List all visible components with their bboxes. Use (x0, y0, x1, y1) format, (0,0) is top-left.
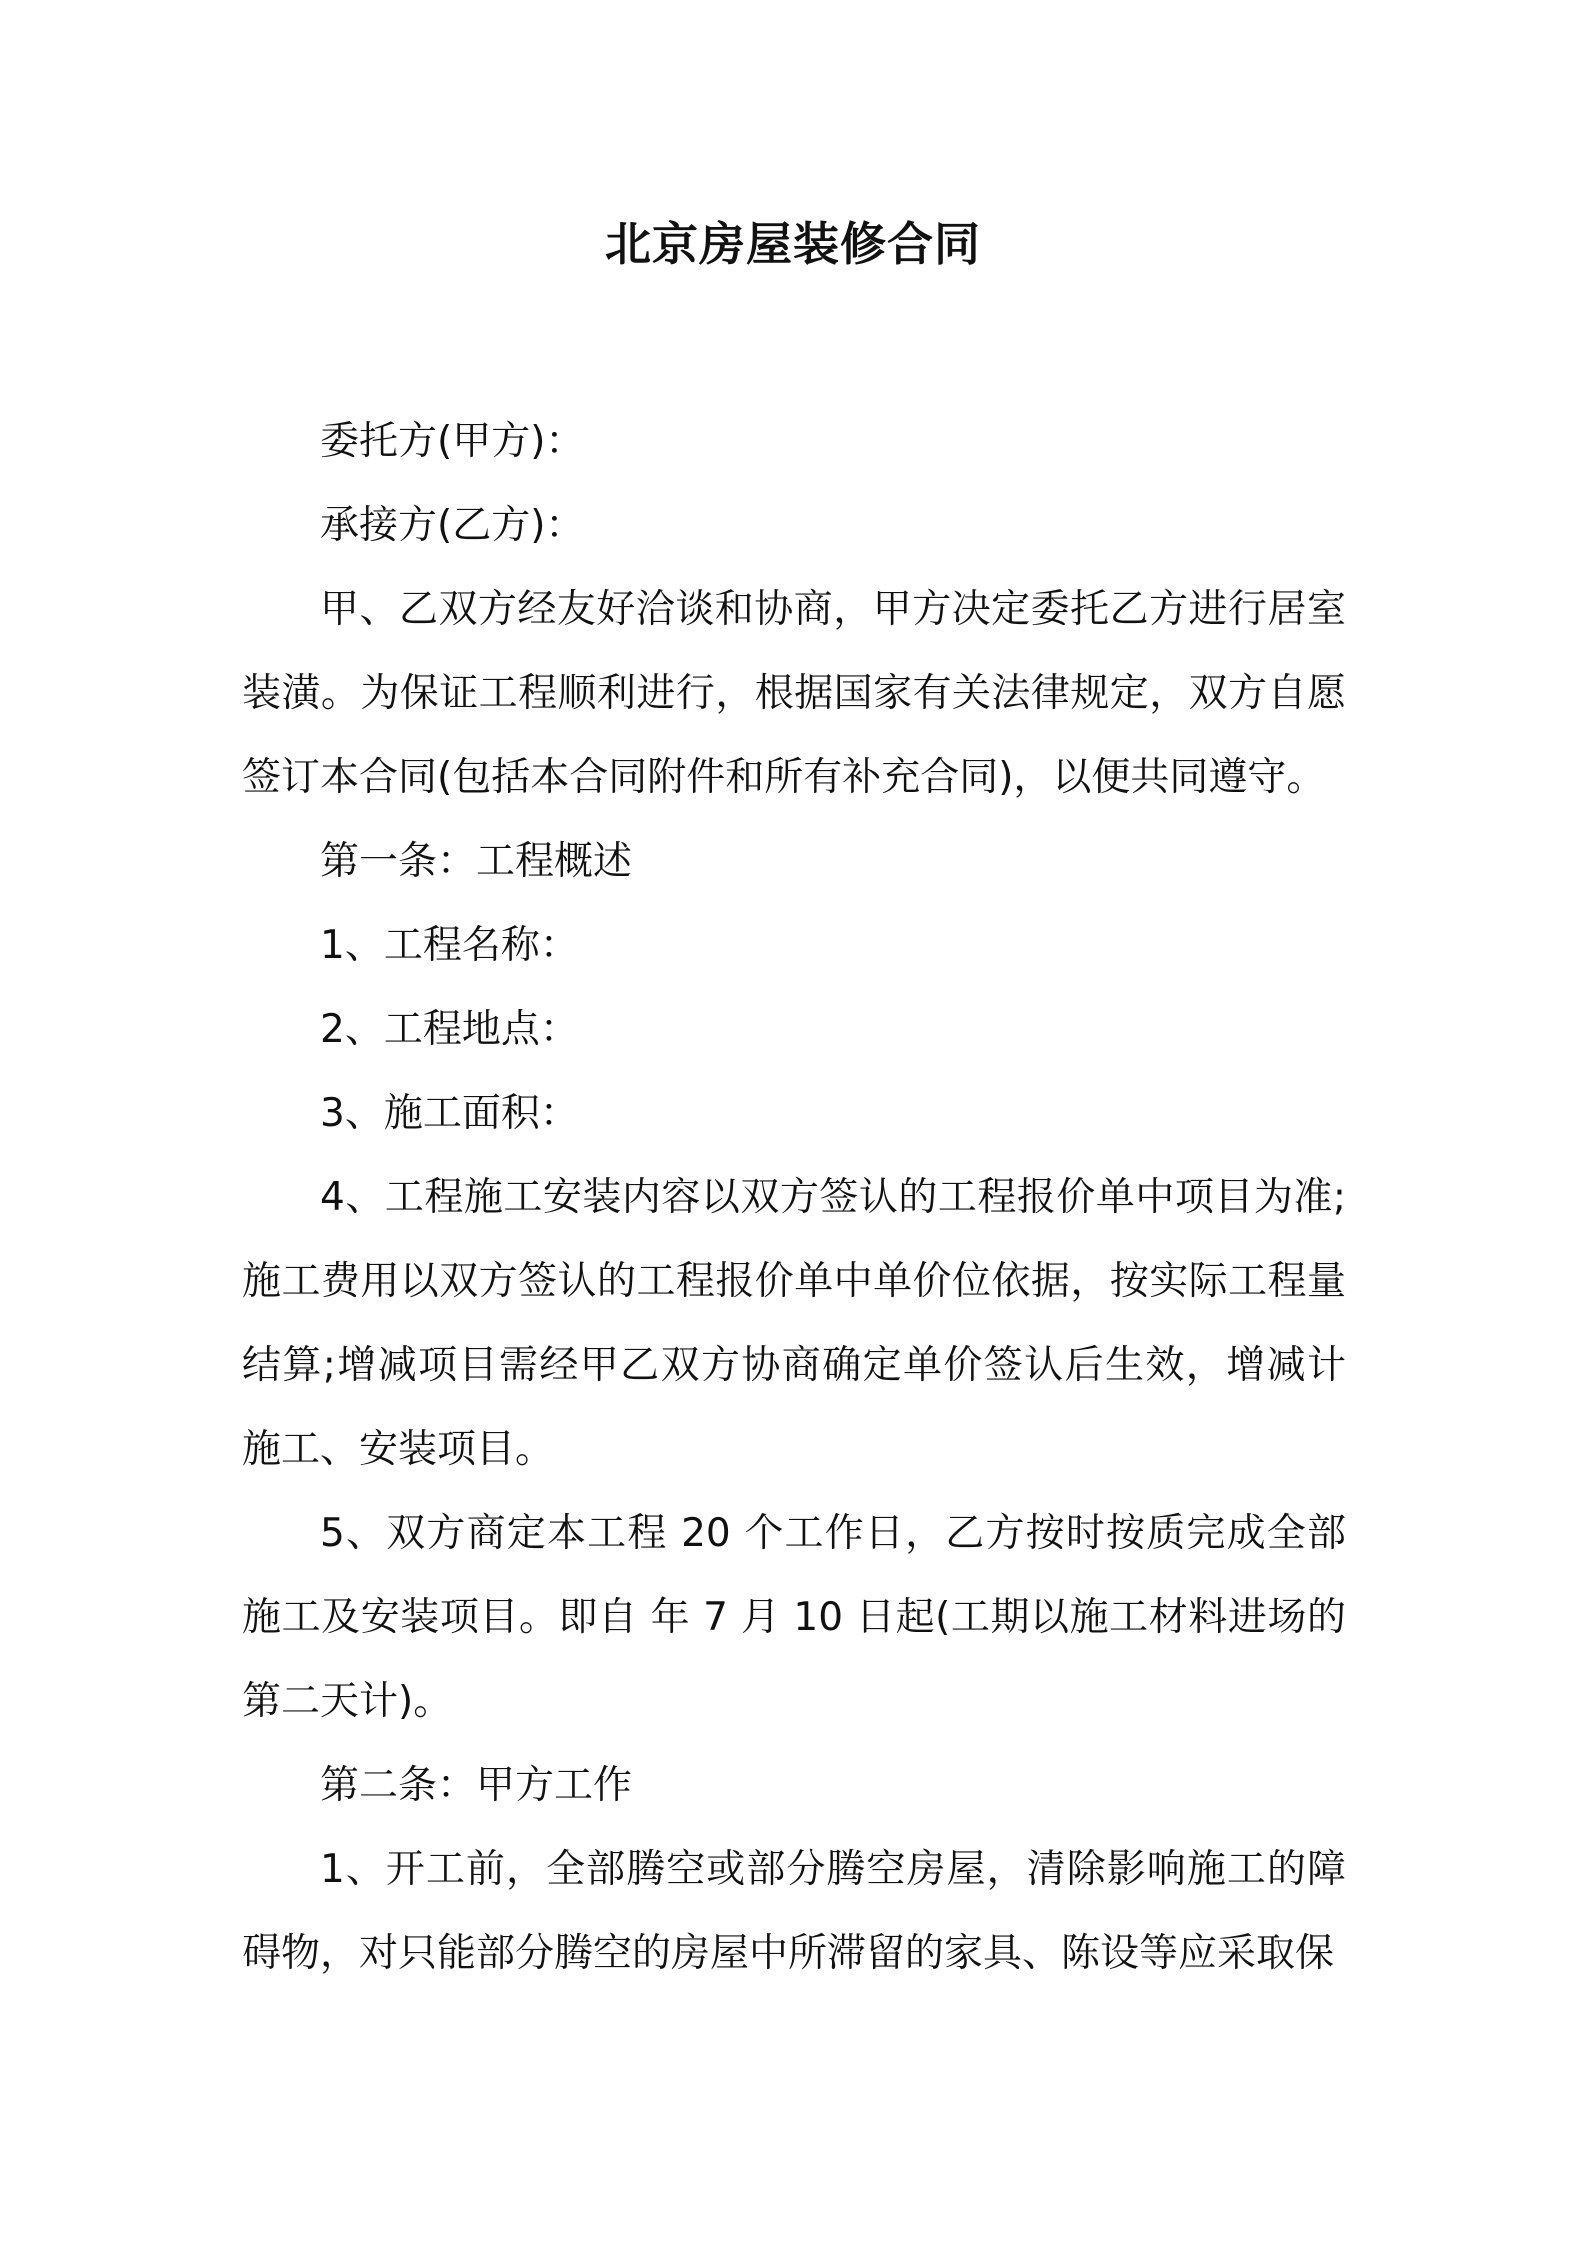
construction-area-line: 3、施工面积： (320, 1091, 579, 1136)
article-1-heading: 第一条：工程概述 (320, 839, 633, 884)
party-a-line: 委托方(甲方)： (320, 419, 585, 464)
project-name-line: 1、工程名称： (320, 923, 579, 968)
party-b-line: 承接方(乙方)： (320, 503, 585, 548)
construction-content-paragraph: 4、工程施工安装内容以双方签认的工程报价单中项目为准;施工费用以双方签认的工程报价单中单价位依据，按实际工程量结算;增减项目需经甲乙双方协商确定单价签认后生效，增减计施工、安装项目。 (242, 1175, 1346, 1472)
intro-paragraph: 甲、乙双方经友好洽谈和协商，甲方决定委托乙方进行居室装潢。为保证工程顺利进行，根据国家有关法律规定，双方自愿签订本合同(包括本合同附件和所有补充合同)，以便共同遵守。 (242, 587, 1346, 800)
article-2-heading: 第二条：甲方工作 (320, 1763, 633, 1808)
project-location-line: 2、工程地点： (320, 1007, 579, 1052)
document-title: 北京房屋装修合同 (605, 217, 981, 271)
party-a-duty-1-paragraph: 1、开工前，全部腾空或部分腾空房屋，清除影响施工的障碍物，对只能部分腾空的房屋中所滞留的家具、陈设等应采取保 (242, 1847, 1346, 1976)
contract-body (242, 400, 1346, 1996)
schedule-paragraph: 5、双方商定本工程 20 个工作日，乙方按时按质完成全部施工及安装项目。即自 年 7 月 10 日起(工期以施工材料进场的第二天计)。 (242, 1511, 1346, 1724)
